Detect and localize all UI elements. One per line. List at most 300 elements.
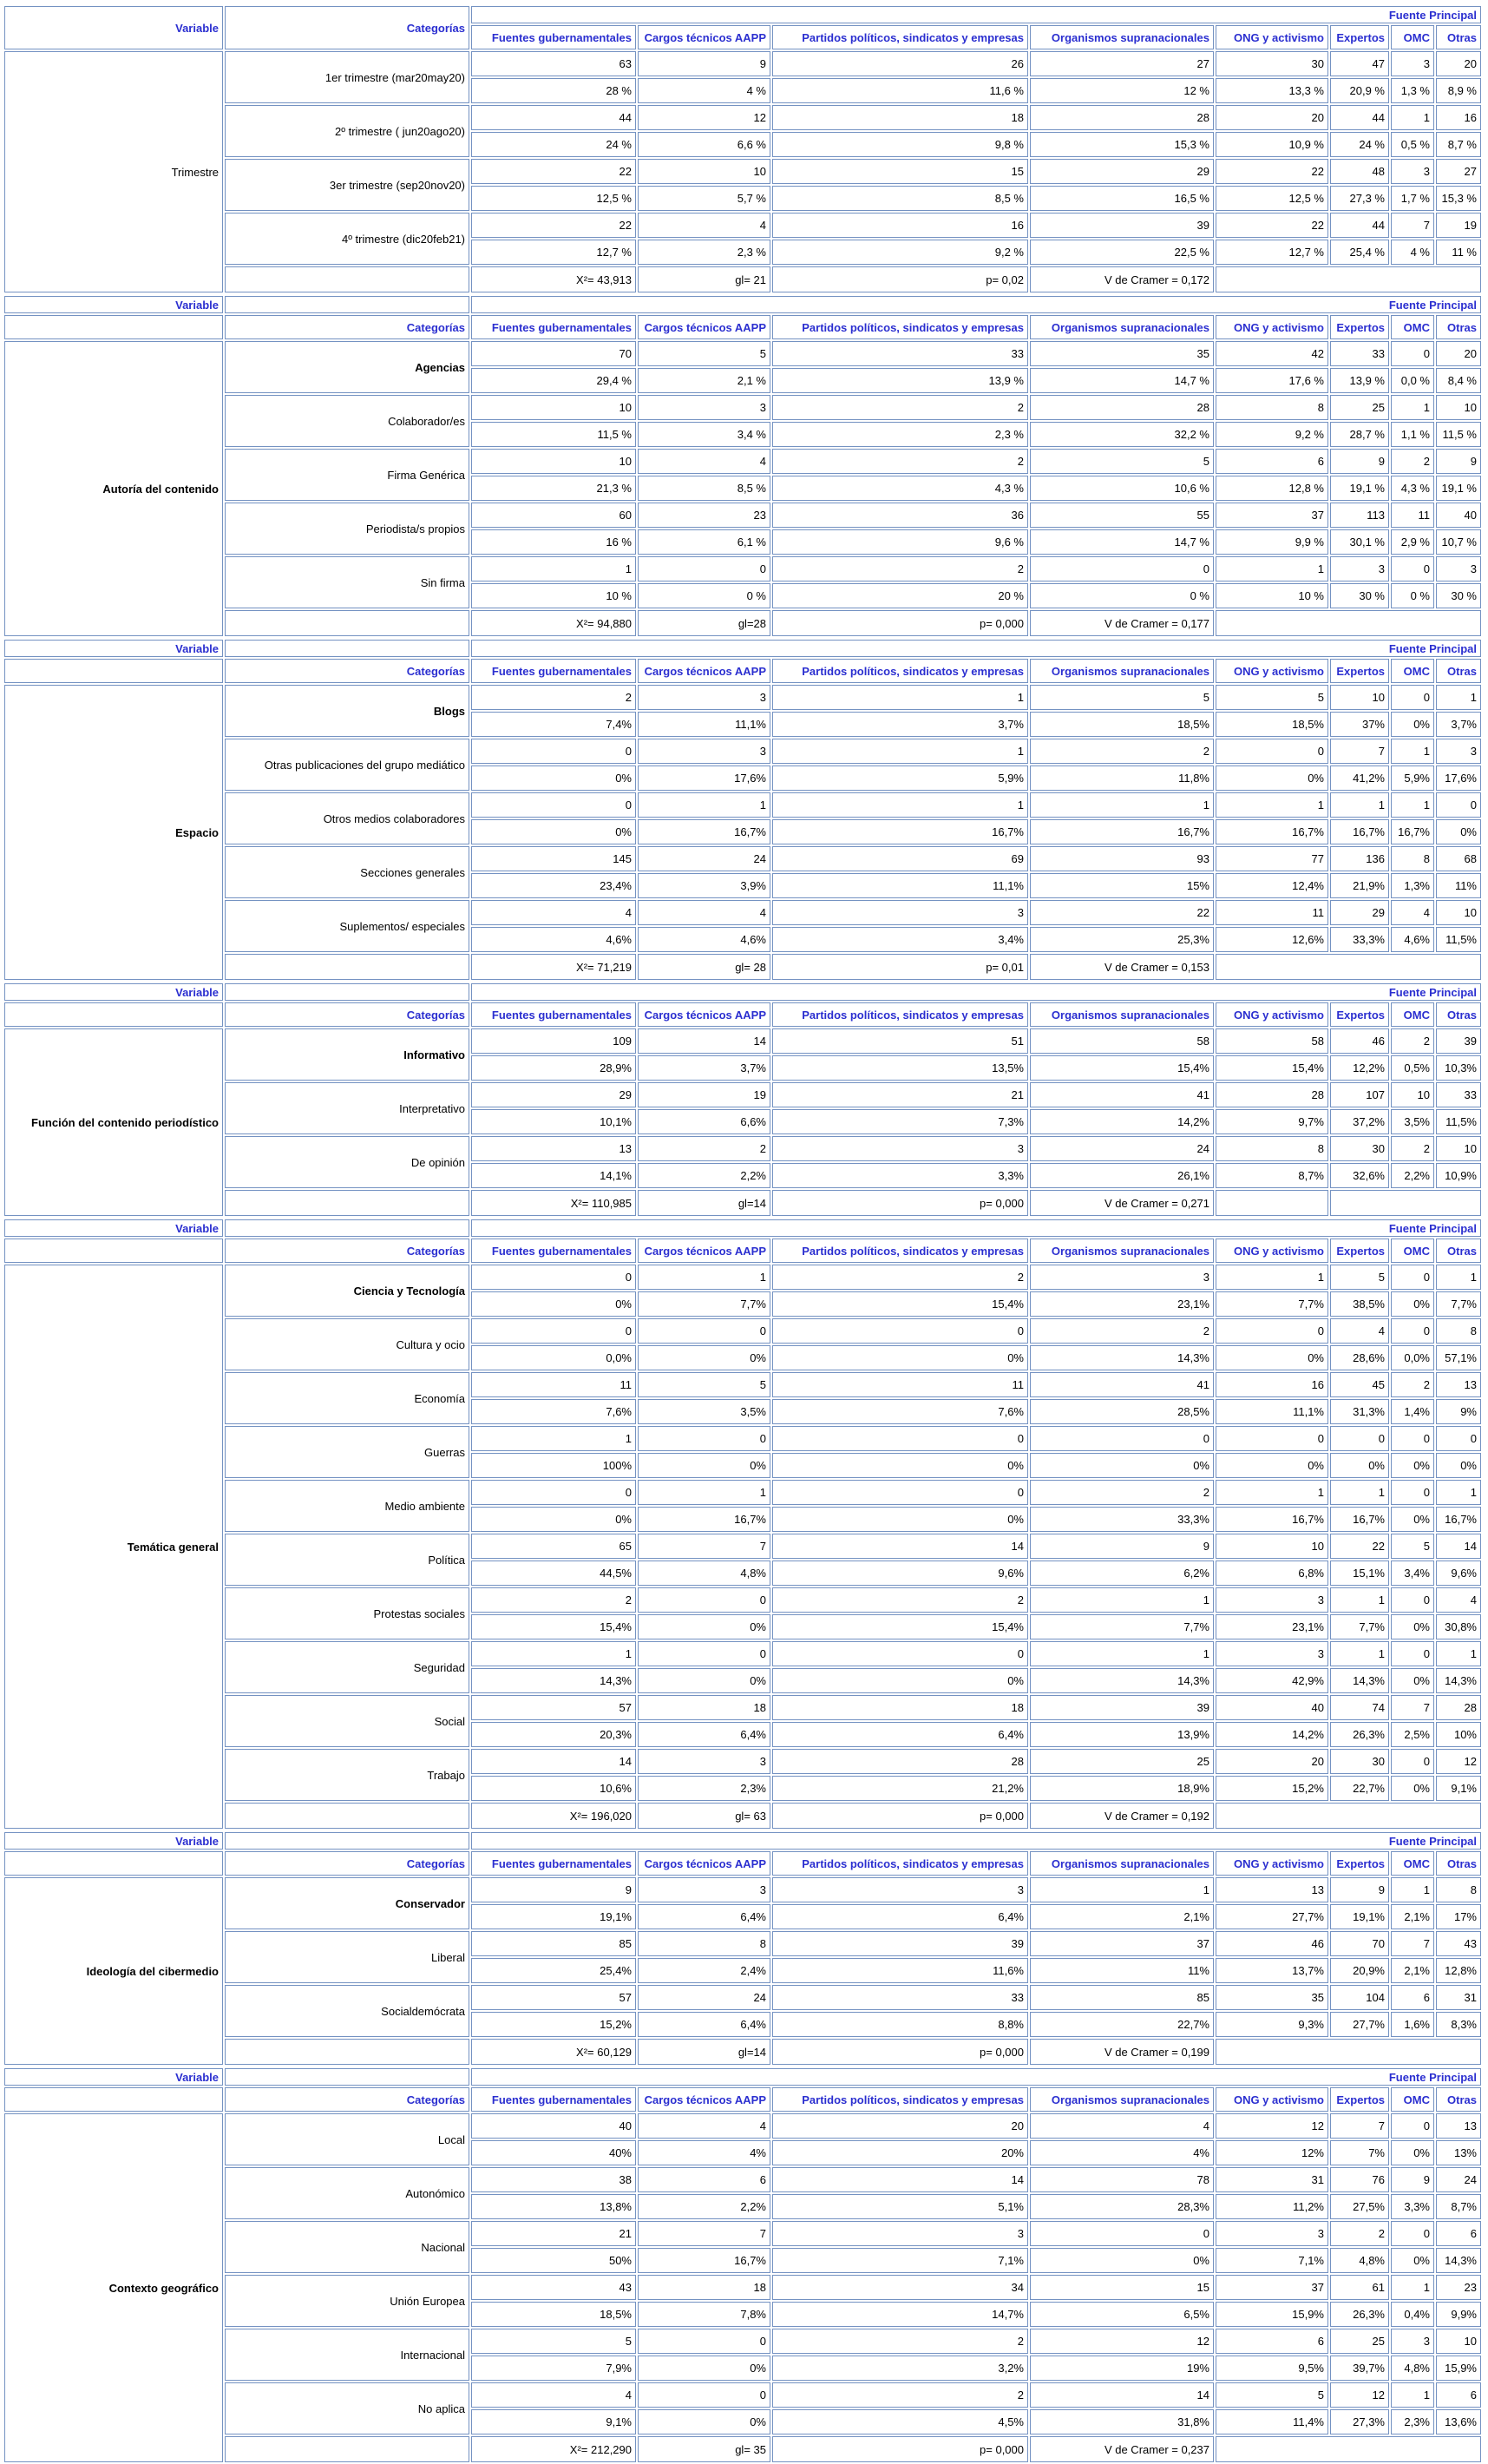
percent-cell: 3,4 % <box>638 422 770 447</box>
count-cell: 25 <box>1330 395 1389 420</box>
count-cell: 28 <box>1436 1695 1481 1720</box>
percent-cell: 31,8% <box>1030 2409 1214 2434</box>
band-spacer <box>225 640 469 657</box>
count-cell: 5 <box>1330 1265 1389 1290</box>
count-cell: 43 <box>1436 1931 1481 1956</box>
percent-cell: 11,6% <box>772 1958 1028 1983</box>
p-value-cell: p= 0,01 <box>772 954 1028 980</box>
percent-cell: 3,5% <box>1391 1109 1434 1134</box>
count-cell: 14 <box>1030 2382 1214 2408</box>
count-cell: 1 <box>1391 2275 1434 2300</box>
percent-cell: 21,2% <box>772 1776 1028 1801</box>
count-cell: 48 <box>1330 159 1389 184</box>
categories-header: Categorías <box>225 1239 469 1263</box>
percent-cell: 4,6% <box>1391 927 1434 952</box>
percent-cell: 6,4% <box>772 1722 1028 1747</box>
count-cell: 4 <box>1391 900 1434 925</box>
column-header: Fuentes gubernamentales <box>471 1002 636 1027</box>
column-header: Fuentes gubernamentales <box>471 1239 636 1263</box>
count-cell: 74 <box>1330 1695 1389 1720</box>
percent-cell: 13,6% <box>1436 2409 1481 2434</box>
count-cell: 47 <box>1330 51 1389 76</box>
percent-cell: 0% <box>1436 1453 1481 1478</box>
count-cell: 24 <box>1436 2167 1481 2192</box>
percent-cell: 2,2% <box>1391 1163 1434 1188</box>
count-cell: 58 <box>1216 1028 1328 1054</box>
count-cell: 68 <box>1436 846 1481 871</box>
percent-cell: 1,3% <box>1391 873 1434 898</box>
percent-cell: 2,2% <box>638 2194 770 2219</box>
count-cell: 25 <box>1030 1749 1214 1774</box>
percent-cell: 0,4% <box>1391 2302 1434 2327</box>
count-cell: 30 <box>1330 1749 1389 1774</box>
count-cell: 28 <box>1216 1082 1328 1107</box>
percent-cell: 0% <box>471 1507 636 1532</box>
percent-cell: 2,3% <box>638 1776 770 1801</box>
column-header: OMC <box>1391 25 1434 49</box>
count-cell: 8 <box>1436 1877 1481 1902</box>
section-table-5 <box>3 1830 1483 2066</box>
empty-category-cell <box>225 2436 469 2462</box>
count-cell: 22 <box>1330 1534 1389 1559</box>
count-cell: 28 <box>1030 105 1214 130</box>
percent-cell: 15,4% <box>471 1614 636 1639</box>
count-cell: 22 <box>471 159 636 184</box>
variable-cell: Función del contenido periodístico <box>4 1028 223 1216</box>
count-cell: 12 <box>1436 1749 1481 1774</box>
percent-cell: 100% <box>471 1453 636 1478</box>
fuente-principal-header: Fuente Principal <box>471 296 1481 313</box>
count-cell: 2 <box>638 1136 770 1161</box>
count-cell: 24 <box>1030 1136 1214 1161</box>
percent-cell: 18,9% <box>1030 1776 1214 1801</box>
column-header: Otras <box>1436 25 1481 49</box>
percent-cell: 41,2% <box>1330 765 1389 791</box>
count-cell: 0 <box>471 1480 636 1505</box>
percent-cell: 11,5% <box>1436 1109 1481 1134</box>
percent-cell: 17% <box>1436 1904 1481 1929</box>
category-cell: Informativo <box>225 1028 469 1081</box>
percent-cell: 33,3% <box>1030 1507 1214 1532</box>
cramer-v-cell: V de Cramer = 0,271 <box>1030 1190 1214 1216</box>
column-header: Organismos supranacionales <box>1030 1851 1214 1876</box>
count-cell: 0 <box>1030 2221 1214 2246</box>
percent-cell: 15,3 % <box>1030 132 1214 157</box>
percent-cell: 11,8% <box>1030 765 1214 791</box>
column-header: Partidos políticos, sindicatos y empresas <box>772 2087 1028 2112</box>
percent-cell: 44,5% <box>471 1561 636 1586</box>
percent-cell: 12,2% <box>1330 1055 1389 1081</box>
percent-cell: 7,7% <box>1330 1614 1389 1639</box>
percent-cell: 23,1% <box>1216 1614 1328 1639</box>
count-cell: 18 <box>772 1695 1028 1720</box>
fuente-principal-header: Fuente Principal <box>471 2068 1481 2086</box>
count-cell: 13 <box>1436 1372 1481 1397</box>
count-cell: 0 <box>638 2329 770 2354</box>
count-cell: 0 <box>1391 2221 1434 2246</box>
percent-cell: 12 % <box>1030 78 1214 103</box>
count-cell: 10 <box>1330 685 1389 710</box>
count-cell: 30 <box>1216 51 1328 76</box>
band-spacer <box>4 315 223 339</box>
count-cell: 7 <box>1391 1695 1434 1720</box>
count-cell: 11 <box>1391 503 1434 528</box>
category-cell: Internacional <box>225 2329 469 2381</box>
column-header: Otras <box>1436 315 1481 339</box>
percent-cell: 15,4% <box>1030 1055 1214 1081</box>
count-cell: 0 <box>1391 1749 1434 1774</box>
percent-cell: 3,7% <box>638 1055 770 1081</box>
count-cell: 8 <box>1391 846 1434 871</box>
count-cell: 1 <box>1216 792 1328 818</box>
count-cell: 0 <box>1391 341 1434 366</box>
percent-cell: 17,6% <box>1436 765 1481 791</box>
percent-cell: 0 % <box>1030 583 1214 608</box>
percent-cell: 0% <box>638 1668 770 1693</box>
count-cell: 16 <box>1436 105 1481 130</box>
percent-cell: 7,7% <box>1216 1291 1328 1317</box>
percent-cell: 2,1% <box>1030 1904 1214 1929</box>
spacer <box>1216 954 1481 980</box>
count-cell: 1 <box>471 556 636 582</box>
count-cell: 5 <box>1391 1534 1434 1559</box>
count-cell: 5 <box>638 341 770 366</box>
percent-cell: 30,1 % <box>1330 529 1389 555</box>
count-cell: 7 <box>1330 739 1389 764</box>
chi-square-cell: X²= 196,020 <box>471 1803 636 1829</box>
column-header: Otras <box>1436 1002 1481 1027</box>
percent-cell: 4% <box>1030 2140 1214 2165</box>
count-cell: 3 <box>772 1136 1028 1161</box>
column-header: Organismos supranacionales <box>1030 1239 1214 1263</box>
percent-cell: 27,7% <box>1216 1904 1328 1929</box>
percent-cell: 11% <box>1436 873 1481 898</box>
percent-cell: 18,5% <box>471 2302 636 2327</box>
gl-cell: gl=14 <box>638 2039 770 2065</box>
category-cell: Colaborador/es <box>225 395 469 447</box>
percent-cell: 2,4% <box>638 1958 770 1983</box>
percent-cell: 11,4% <box>1216 2409 1328 2434</box>
gl-cell: gl=28 <box>638 610 770 636</box>
percent-cell: 25,4 % <box>1330 240 1389 265</box>
percent-cell: 9,7% <box>1216 1109 1328 1134</box>
count-cell: 20 <box>772 2113 1028 2139</box>
count-cell: 57 <box>471 1695 636 1720</box>
column-header: Partidos políticos, sindicatos y empresas <box>772 1851 1028 1876</box>
percent-cell: 16,7% <box>1330 819 1389 844</box>
chi-square-cell: X²= 43,913 <box>471 266 636 292</box>
count-cell: 0 <box>1391 1480 1434 1505</box>
spacer <box>1216 1803 1481 1829</box>
column-header: Fuentes gubernamentales <box>471 2087 636 2112</box>
count-cell: 7 <box>1391 1931 1434 1956</box>
category-cell: Social <box>225 1695 469 1747</box>
count-cell: 0 <box>1391 1587 1434 1613</box>
percent-cell: 7% <box>1330 2140 1389 2165</box>
percent-cell: 0% <box>638 2409 770 2434</box>
count-cell: 18 <box>772 105 1028 130</box>
count-cell: 1 <box>1391 1877 1434 1902</box>
percent-cell: 0,0% <box>471 1345 636 1370</box>
column-header: Expertos <box>1330 25 1389 49</box>
count-cell: 6 <box>1391 1985 1434 2010</box>
count-cell: 29 <box>1030 159 1214 184</box>
count-cell: 0 <box>1030 556 1214 582</box>
column-header: ONG y activismo <box>1216 1239 1328 1263</box>
empty-category-cell <box>225 2039 469 2065</box>
percent-cell: 0% <box>471 765 636 791</box>
count-cell: 1 <box>1391 739 1434 764</box>
percent-cell: 0% <box>1330 1453 1389 1478</box>
count-cell: 1 <box>772 792 1028 818</box>
count-cell: 20 <box>1436 341 1481 366</box>
count-cell: 14 <box>772 1534 1028 1559</box>
count-cell: 29 <box>1330 900 1389 925</box>
band-spacer <box>225 983 469 1001</box>
percent-cell: 8,5 % <box>638 476 770 501</box>
spacer <box>1216 610 1481 636</box>
count-cell: 7 <box>1391 213 1434 238</box>
count-cell: 27 <box>1030 51 1214 76</box>
percent-cell: 5,9% <box>772 765 1028 791</box>
percent-cell: 4,8% <box>1330 2248 1389 2273</box>
count-cell: 37 <box>1216 2275 1328 2300</box>
percent-cell: 13,9 % <box>1330 368 1389 393</box>
count-cell: 3 <box>1030 1265 1214 1290</box>
percent-cell: 25,3% <box>1030 927 1214 952</box>
percent-cell: 6,4% <box>638 1722 770 1747</box>
variable-cell: Autoría del contenido <box>4 341 223 636</box>
percent-cell: 0% <box>1030 1453 1214 1478</box>
count-cell: 10 <box>1436 2329 1481 2354</box>
percent-cell: 28,7 % <box>1330 422 1389 447</box>
percent-cell: 13% <box>1436 2140 1481 2165</box>
count-cell: 57 <box>471 1985 636 2010</box>
percent-cell: 4% <box>638 2140 770 2165</box>
count-cell: 22 <box>471 213 636 238</box>
category-cell: 3er trimestre (sep20nov20) <box>225 159 469 211</box>
count-cell: 1 <box>1391 395 1434 420</box>
chi-square-cell: X²= 94,880 <box>471 610 636 636</box>
category-cell: Seguridad <box>225 1641 469 1693</box>
count-cell: 11 <box>772 1372 1028 1397</box>
count-cell: 2 <box>1391 1372 1434 1397</box>
percent-cell: 20,3% <box>471 1722 636 1747</box>
percent-cell: 3,7% <box>772 712 1028 737</box>
percent-cell: 11,5% <box>1436 927 1481 952</box>
percent-cell: 16,7% <box>1391 819 1434 844</box>
percent-cell: 14,7% <box>772 2302 1028 2327</box>
count-cell: 16 <box>1216 1372 1328 1397</box>
category-cell: Socialdemócrata <box>225 1985 469 2037</box>
percent-cell: 18,5% <box>1030 712 1214 737</box>
percent-cell: 6,4% <box>638 1904 770 1929</box>
column-header: Fuentes gubernamentales <box>471 25 636 49</box>
count-cell: 1 <box>1391 2382 1434 2408</box>
percent-cell: 16 % <box>471 529 636 555</box>
count-cell: 0 <box>471 1265 636 1290</box>
count-cell: 1 <box>1330 1587 1389 1613</box>
count-cell: 13 <box>471 1136 636 1161</box>
percent-cell: 30 % <box>1436 583 1481 608</box>
spacer <box>1330 1190 1481 1216</box>
count-cell: 0 <box>1330 1426 1389 1451</box>
count-cell: 34 <box>772 2275 1028 2300</box>
percent-cell: 13,7% <box>1216 1958 1328 1983</box>
percent-cell: 15,1% <box>1330 1561 1389 1586</box>
count-cell: 0 <box>772 1426 1028 1451</box>
count-cell: 39 <box>772 1931 1028 1956</box>
column-header: Cargos técnicos AAPP <box>638 1002 770 1027</box>
fuente-principal-header: Fuente Principal <box>471 983 1481 1001</box>
percent-cell: 0% <box>1391 1614 1434 1639</box>
column-header: Cargos técnicos AAPP <box>638 659 770 683</box>
count-cell: 18 <box>638 1695 770 1720</box>
variable-header: Variable <box>4 2068 223 2086</box>
category-cell: No aplica <box>225 2382 469 2434</box>
column-header: Organismos supranacionales <box>1030 659 1214 683</box>
count-cell: 3 <box>1436 739 1481 764</box>
percent-cell: 0% <box>638 2356 770 2381</box>
column-header: Partidos políticos, sindicatos y empresas <box>772 1239 1028 1263</box>
percent-cell: 11,6 % <box>772 78 1028 103</box>
percent-cell: 0% <box>1216 1453 1328 1478</box>
count-cell: 2 <box>772 1265 1028 1290</box>
percent-cell: 19% <box>1030 2356 1214 2381</box>
empty-category-cell <box>225 954 469 980</box>
count-cell: 1 <box>1216 556 1328 582</box>
percent-cell: 2,3 % <box>638 240 770 265</box>
percent-cell: 9,2 % <box>772 240 1028 265</box>
percent-cell: 16,7% <box>1436 1507 1481 1532</box>
percent-cell: 12,7 % <box>471 240 636 265</box>
count-cell: 69 <box>772 846 1028 871</box>
percent-cell: 26,3% <box>1330 2302 1389 2327</box>
percent-cell: 28,9% <box>471 1055 636 1081</box>
percent-cell: 12% <box>1216 2140 1328 2165</box>
percent-cell: 21,3 % <box>471 476 636 501</box>
column-header: Organismos supranacionales <box>1030 1002 1214 1027</box>
percent-cell: 3,3% <box>1391 2194 1434 2219</box>
category-cell: Guerras <box>225 1426 469 1478</box>
count-cell: 27 <box>1436 159 1481 184</box>
column-header: Fuentes gubernamentales <box>471 1851 636 1876</box>
percent-cell: 5,9% <box>1391 765 1434 791</box>
category-cell: De opinión <box>225 1136 469 1188</box>
percent-cell: 12,5 % <box>1216 186 1328 211</box>
count-cell: 14 <box>772 2167 1028 2192</box>
variable-cell: Temática general <box>4 1265 223 1829</box>
count-cell: 12 <box>1330 2382 1389 2408</box>
p-value-cell: p= 0,02 <box>772 266 1028 292</box>
count-cell: 63 <box>471 51 636 76</box>
count-cell: 19 <box>638 1082 770 1107</box>
percent-cell: 16,7% <box>638 819 770 844</box>
count-cell: 10 <box>471 449 636 474</box>
count-cell: 6 <box>1216 449 1328 474</box>
percent-cell: 6,5% <box>1030 2302 1214 2327</box>
percent-cell: 4,8% <box>1391 2356 1434 2381</box>
percent-cell: 9,8 % <box>772 132 1028 157</box>
count-cell: 21 <box>471 2221 636 2246</box>
percent-cell: 9,6 % <box>772 529 1028 555</box>
percent-cell: 14,3% <box>471 1668 636 1693</box>
count-cell: 0 <box>1391 1265 1434 1290</box>
count-cell: 2 <box>772 2329 1028 2354</box>
count-cell: 20 <box>1216 105 1328 130</box>
count-cell: 5 <box>471 2329 636 2354</box>
section-table-6 <box>3 2066 1483 2464</box>
count-cell: 43 <box>471 2275 636 2300</box>
percent-cell: 14,7 % <box>1030 368 1214 393</box>
category-cell: Otros medios colaboradores <box>225 792 469 844</box>
spacer <box>1216 2436 1481 2462</box>
count-cell: 9 <box>1391 2167 1434 2192</box>
column-header: ONG y activismo <box>1216 1002 1328 1027</box>
percent-cell: 7,8% <box>638 2302 770 2327</box>
count-cell: 51 <box>772 1028 1028 1054</box>
cramer-v-cell: V de Cramer = 0,172 <box>1030 266 1214 292</box>
band-spacer <box>4 1851 223 1876</box>
percent-cell: 13,8% <box>471 2194 636 2219</box>
percent-cell: 2,1 % <box>638 368 770 393</box>
category-cell: Conservador <box>225 1877 469 1929</box>
percent-cell: 3,3% <box>772 1163 1028 1188</box>
percent-cell: 33,3% <box>1330 927 1389 952</box>
percent-cell: 3,4% <box>1391 1561 1434 1586</box>
percent-cell: 18,5% <box>1216 712 1328 737</box>
percent-cell: 7,3% <box>772 1109 1028 1134</box>
percent-cell: 0% <box>772 1507 1028 1532</box>
category-cell: Protestas sociales <box>225 1587 469 1639</box>
count-cell: 1 <box>1216 1480 1328 1505</box>
column-header: OMC <box>1391 1851 1434 1876</box>
categories-header: Categorías <box>225 1851 469 1876</box>
percent-cell: 6,4% <box>772 1904 1028 1929</box>
gl-cell: gl= 63 <box>638 1803 770 1829</box>
percent-cell: 6,4% <box>638 2012 770 2037</box>
percent-cell: 0% <box>1436 819 1481 844</box>
count-cell: 4 <box>1436 1587 1481 1613</box>
percent-cell: 21,9% <box>1330 873 1389 898</box>
cramer-v-cell: V de Cramer = 0,177 <box>1030 610 1214 636</box>
percent-cell: 7,9% <box>471 2356 636 2381</box>
percent-cell: 0% <box>1391 1291 1434 1317</box>
percent-cell: 8,7 % <box>1436 132 1481 157</box>
percent-cell: 10,1% <box>471 1109 636 1134</box>
percent-cell: 12,7 % <box>1216 240 1328 265</box>
percent-cell: 7,6% <box>471 1399 636 1424</box>
percent-cell: 20 % <box>772 583 1028 608</box>
percent-cell: 16,7% <box>1216 1507 1328 1532</box>
count-cell: 2 <box>1030 1318 1214 1344</box>
count-cell: 13 <box>1216 1877 1328 1902</box>
count-cell: 10 <box>1391 1082 1434 1107</box>
column-header: Expertos <box>1330 659 1389 683</box>
count-cell: 9 <box>1330 1877 1389 1902</box>
count-cell: 3 <box>1436 556 1481 582</box>
gl-cell: gl= 28 <box>638 954 770 980</box>
percent-cell: 27,7% <box>1330 2012 1389 2037</box>
percent-cell: 10,9% <box>1436 1163 1481 1188</box>
percent-cell: 7,7% <box>1030 1614 1214 1639</box>
count-cell: 85 <box>1030 1985 1214 2010</box>
column-header: Partidos políticos, sindicatos y empresas <box>772 315 1028 339</box>
column-header: Expertos <box>1330 1851 1389 1876</box>
count-cell: 0 <box>471 1318 636 1344</box>
count-cell: 9 <box>471 1877 636 1902</box>
count-cell: 6 <box>638 2167 770 2192</box>
